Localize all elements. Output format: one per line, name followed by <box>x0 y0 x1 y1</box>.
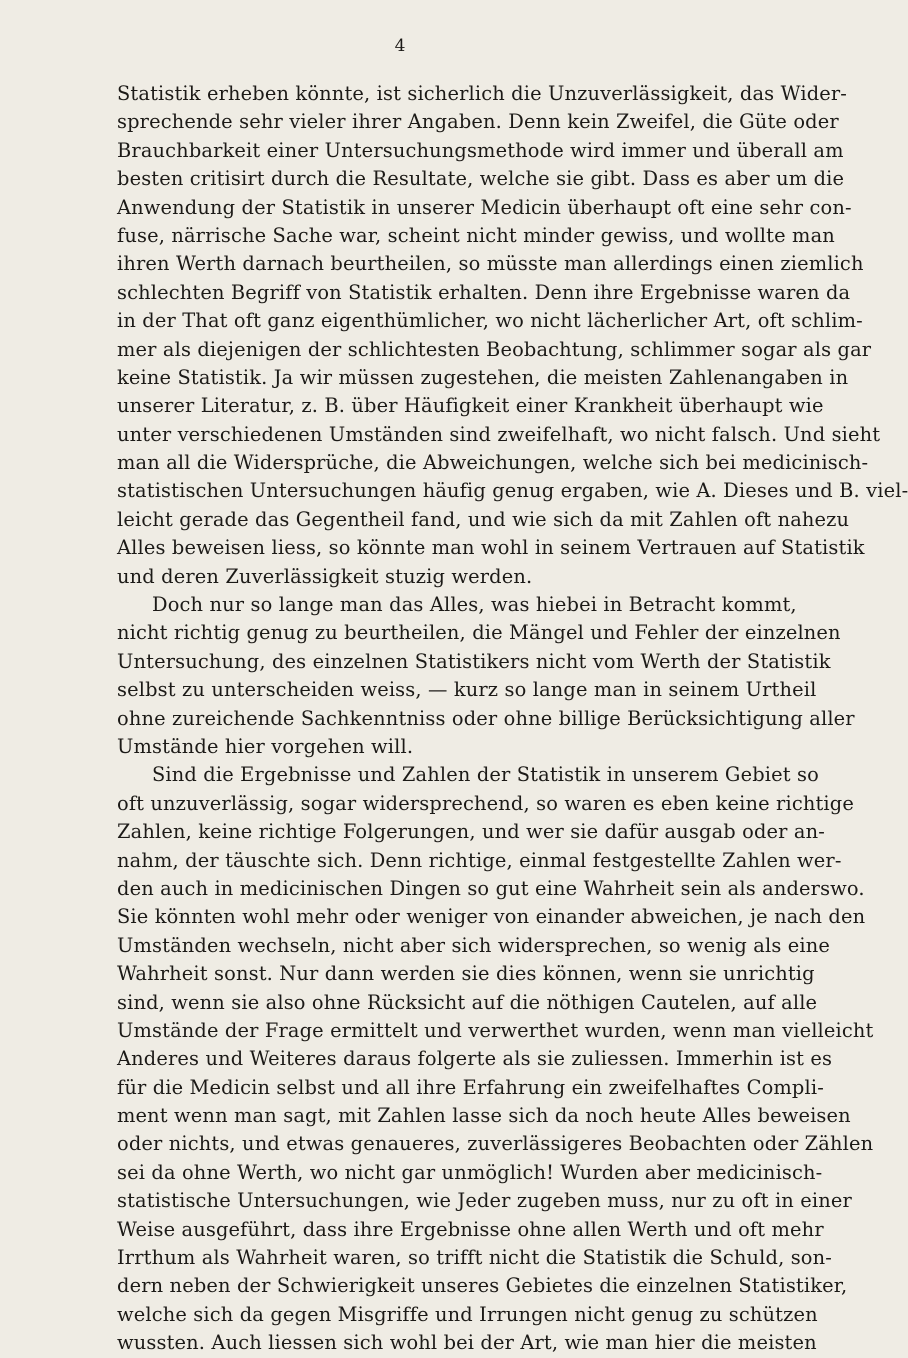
text-line: dern neben der Schwierigkeit unseres Gebietes die einzelnen Statistiker, <box>117 1274 848 1298</box>
paragraph <box>117 761 874 1357</box>
text-line: man all die Widersprüche, die Abweichungen, welche sich bei medicinisch- <box>117 451 869 475</box>
text-line: Brauchbarkeit einer Untersuchungsmethode wird immer und überall am <box>117 138 844 162</box>
text-line: unter verschiedenen Umständen sind zweifelhaft, wo nicht falsch. Und sieht <box>117 422 881 446</box>
text-line: Weise ausgeführt, dass ihre Ergebnisse ohne allen Werth und oft mehr <box>117 1217 824 1241</box>
text-line: sind, wenn sie also ohne Rücksicht auf die nöthigen Cautelen, auf alle <box>117 990 818 1014</box>
text-line: oder nichts, und etwas genaueres, zuverlässigeres Beobachten oder Zählen <box>117 1132 874 1156</box>
text-line: keine Statistik. Ja wir müssen zugestehen, die meisten Zahlenangaben in <box>117 365 849 389</box>
text-line: für die Medicin selbst und all ihre Erfahrung ein zweifelhaftes Compli- <box>117 1075 824 1099</box>
text-line: unserer Literatur, z. B. über Häufigkeit einer Krankheit überhaupt wie <box>117 394 824 418</box>
text-line: Alles beweisen liess, so könnte man wohl in seinem Vertrauen auf Statistik <box>117 536 865 560</box>
text-line: nicht richtig genug zu beurtheilen, die Mängel und Fehler der einzelnen <box>117 621 841 645</box>
text-line: sei da ohne Werth, wo nicht gar unmöglich! Wurden aber medicinisch- <box>117 1160 823 1184</box>
text-line: und deren Zuverlässigkeit stuzig werden. <box>117 564 533 588</box>
body-text <box>117 80 908 1358</box>
text-line: selbst zu unterscheiden weiss, — kurz so lange man in seinem Urtheil <box>117 678 817 702</box>
text-line: ment wenn man sagt, mit Zahlen lasse sich da noch heute Alles beweisen <box>117 1104 851 1128</box>
page-number: 4 <box>394 36 406 56</box>
text-line: Sie könnten wohl mehr oder weniger von einander abweichen, je nach den <box>117 905 866 929</box>
text-line: schlechten Begriff von Statistik erhalten. Denn ihre Ergebnisse waren da <box>117 280 851 304</box>
text-line: ihren Werth darnach beurtheilen, so müsste man allerdings einen ziemlich <box>117 252 864 276</box>
text-line: statistische Untersuchungen, wie Jeder zugeben muss, nur zu oft in einer <box>117 1189 852 1213</box>
text-line: oft unzuverlässig, sogar widersprechend, so waren es eben keine richtige <box>117 791 854 815</box>
text-line: Umständen wechseln, nicht aber sich widersprechen, so wenig als eine <box>117 933 831 957</box>
text-line: besten critisirt durch die Resultate, welche sie gibt. Dass es aber um die <box>117 167 845 191</box>
text-line: Umstände hier vorgehen will. <box>117 734 414 758</box>
text-line: Zahlen, keine richtige Folgerungen, und wer sie dafür ausgab oder an- <box>117 820 825 844</box>
text-line: fuse, närrische Sache war, scheint nicht minder gewiss, und wollte man <box>117 223 835 247</box>
text-line: Wahrheit sonst. Nur dann werden sie dies können, wenn sie unrichtig <box>117 962 815 986</box>
text-line: Doch nur so lange man das Alles, was hiebei in Betracht kommt, <box>152 593 797 617</box>
paragraph <box>117 591 855 761</box>
text-line: den auch in medicinischen Dingen so gut eine Wahrheit sein als anderswo. <box>117 876 865 900</box>
text-line: ohne zureichende Sachkenntniss oder ohne billige Berücksichtigung aller <box>117 706 855 730</box>
text-line: in der That oft ganz eigenthümlicher, wo nicht lächerlicher Art, oft schlim- <box>117 309 863 333</box>
text-line: Untersuchung, des einzelnen Statistikers nicht vom Werth der Statistik <box>117 649 831 673</box>
text-line: sprechende sehr vieler ihrer Angaben. Denn kein Zweifel, die Güte oder <box>117 110 839 134</box>
text-line: statistischen Untersuchungen häufig genug ergaben, wie A. Dieses und B. viel- <box>117 479 908 503</box>
text-line: wussten. Auch liessen sich wohl bei der Art, wie man hier die meisten <box>117 1331 817 1355</box>
text-line: Sind die Ergebnisse und Zahlen der Statistik in unserem Gebiet so <box>152 763 819 787</box>
text-line: Statistik erheben könnte, ist sicherlich die Unzuverlässigkeit, das Wider- <box>117 82 848 105</box>
text-line: Irrthum als Wahrheit waren, so trifft nicht die Statistik die Schuld, son- <box>117 1246 832 1270</box>
text-line: Anderes und Weiteres daraus folgerte als sie zuliessen. Immerhin ist es <box>117 1047 833 1071</box>
paragraph <box>117 80 908 591</box>
text-line: nahm, der täuschte sich. Denn richtige, einmal festgestellte Zahlen wer- <box>117 848 842 872</box>
text-line: leicht gerade das Gegentheil fand, und wie sich da mit Zahlen oft nahezu <box>117 507 850 531</box>
text-line: Umstände der Frage ermittelt und verwerthet wurden, wenn man vielleicht <box>117 1018 874 1042</box>
text-line: welche sich da gegen Misgriffe und Irrungen nicht genug zu schützen <box>117 1302 818 1326</box>
text-line: mer als diejenigen der schlichtesten Beobachtung, schlimmer sogar als gar <box>117 337 872 361</box>
text-line: Anwendung der Statistik in unserer Medicin überhaupt oft eine sehr con- <box>117 195 852 219</box>
